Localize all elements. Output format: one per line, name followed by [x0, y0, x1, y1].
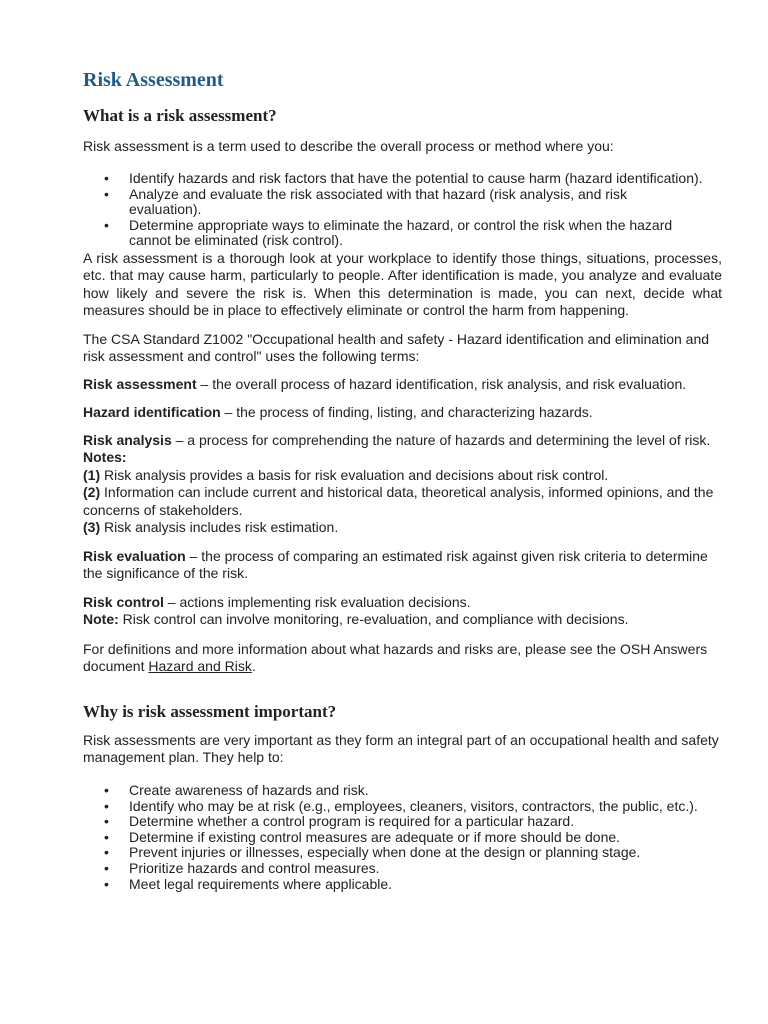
note-text: Risk analysis includes risk estimation. [100, 519, 339, 536]
term-definition: – actions implementing risk evaluation decisions. [163, 594, 471, 610]
term-label: Hazard identification [83, 404, 221, 420]
note-text: Information can include current and historical data, theoretical analysis, informed opinions, and the concerns of stakeholders. [83, 484, 714, 518]
term-definition: – a process for comprehending the nature of hazards and determining the level of risk. [171, 432, 711, 448]
term-definition: – the overall process of hazard identification, risk analysis, and risk evaluation. [196, 376, 687, 392]
definitions-text: For definitions and more information about what hazards and risks are, please see the OSH Answers document [83, 641, 708, 675]
note-item [83, 484, 723, 519]
list-item: • Prioritize hazards and control measures. [83, 861, 703, 877]
list-item: • Create awareness of hazards and risk. [83, 783, 703, 799]
section1-paragraph-1: A risk assessment is a thorough look at your workplace to identify those things, situations, processes, etc. that may cause harm, particularly to people. After identification is made, you analyze and evaluate how likely and severe the risk is. When this determination is made, you can next, decide what measures should be in place to effectively eliminate or control the harm from happening. [83, 250, 722, 319]
list-item: • Determine appropriate ways to eliminate the hazard, or control the risk when the hazard cannot be eliminated (risk control). [83, 218, 703, 249]
list-item: • Meet legal requirements where applicable. [83, 877, 703, 893]
note-number: (1) [83, 466, 101, 483]
notes-label: Notes: [83, 449, 127, 466]
term-label: Risk control [83, 594, 164, 610]
term-risk-control [83, 594, 723, 629]
term-label: Risk evaluation [83, 548, 186, 564]
section2-bullet-list [83, 783, 703, 892]
list-item: • Identify hazards and risk factors that have the potential to cause harm (hazard identification). [83, 171, 703, 187]
note-text: Risk control can involve monitoring, re-evaluation, and compliance with decisions. [118, 611, 629, 628]
section1-intro: Risk assessment is a term used to describe the overall process or method where you: [83, 138, 614, 154]
term-label: Risk analysis [83, 432, 172, 448]
term-label: Risk assessment [83, 376, 197, 392]
definitions-paragraph [83, 641, 723, 676]
term-risk-evaluation [83, 548, 723, 583]
term-definition: – the process of comparing an estimated risk against given risk criteria to determine the significance of the risk. [83, 548, 708, 582]
term-hazard-identification [83, 404, 723, 421]
section2-intro: Risk assessments are very important as they form an integral part of an occupational health and safety management plan. They help to: [83, 732, 719, 766]
section-heading-what: What is a risk assessment? [83, 106, 277, 125]
section1-paragraph-2: The CSA Standard Z1002 "Occupational health and safety - Hazard identification and elimination and risk assessment and control" uses the following terms: [83, 331, 710, 365]
note-label: Note: [83, 611, 119, 628]
list-item: • Prevent injuries or illnesses, especially when done at the design or planning stage. [83, 845, 703, 861]
note-item [83, 519, 723, 536]
definitions-end: . [251, 658, 256, 675]
note-item [83, 467, 723, 484]
list-item: • Analyze and evaluate the risk associated with that hazard (risk analysis, and risk evaluation). [83, 187, 703, 218]
list-item: • Identify who may be at risk (e.g., employees, cleaners, visitors, contractors, the public, etc.). [83, 799, 703, 815]
list-item: • Determine whether a control program is required for a particular hazard. [83, 814, 703, 830]
hazard-and-risk-link[interactable]: Hazard and Risk [148, 658, 252, 675]
term-definition: – the process of finding, listing, and characterizing hazards. [220, 404, 593, 420]
page-title: Risk Assessment [83, 69, 224, 91]
list-item: • Determine if existing control measures are adequate or if more should be done. [83, 830, 703, 846]
section1-bullet-list [83, 171, 703, 249]
term-risk-analysis [83, 432, 723, 536]
note-number: (2) [83, 484, 101, 501]
term-risk-assessment [83, 376, 723, 393]
note-number: (3) [83, 519, 101, 536]
section-heading-why: Why is risk assessment important? [83, 702, 337, 721]
note-text: Risk analysis provides a basis for risk evaluation and decisions about risk control. [100, 466, 609, 483]
